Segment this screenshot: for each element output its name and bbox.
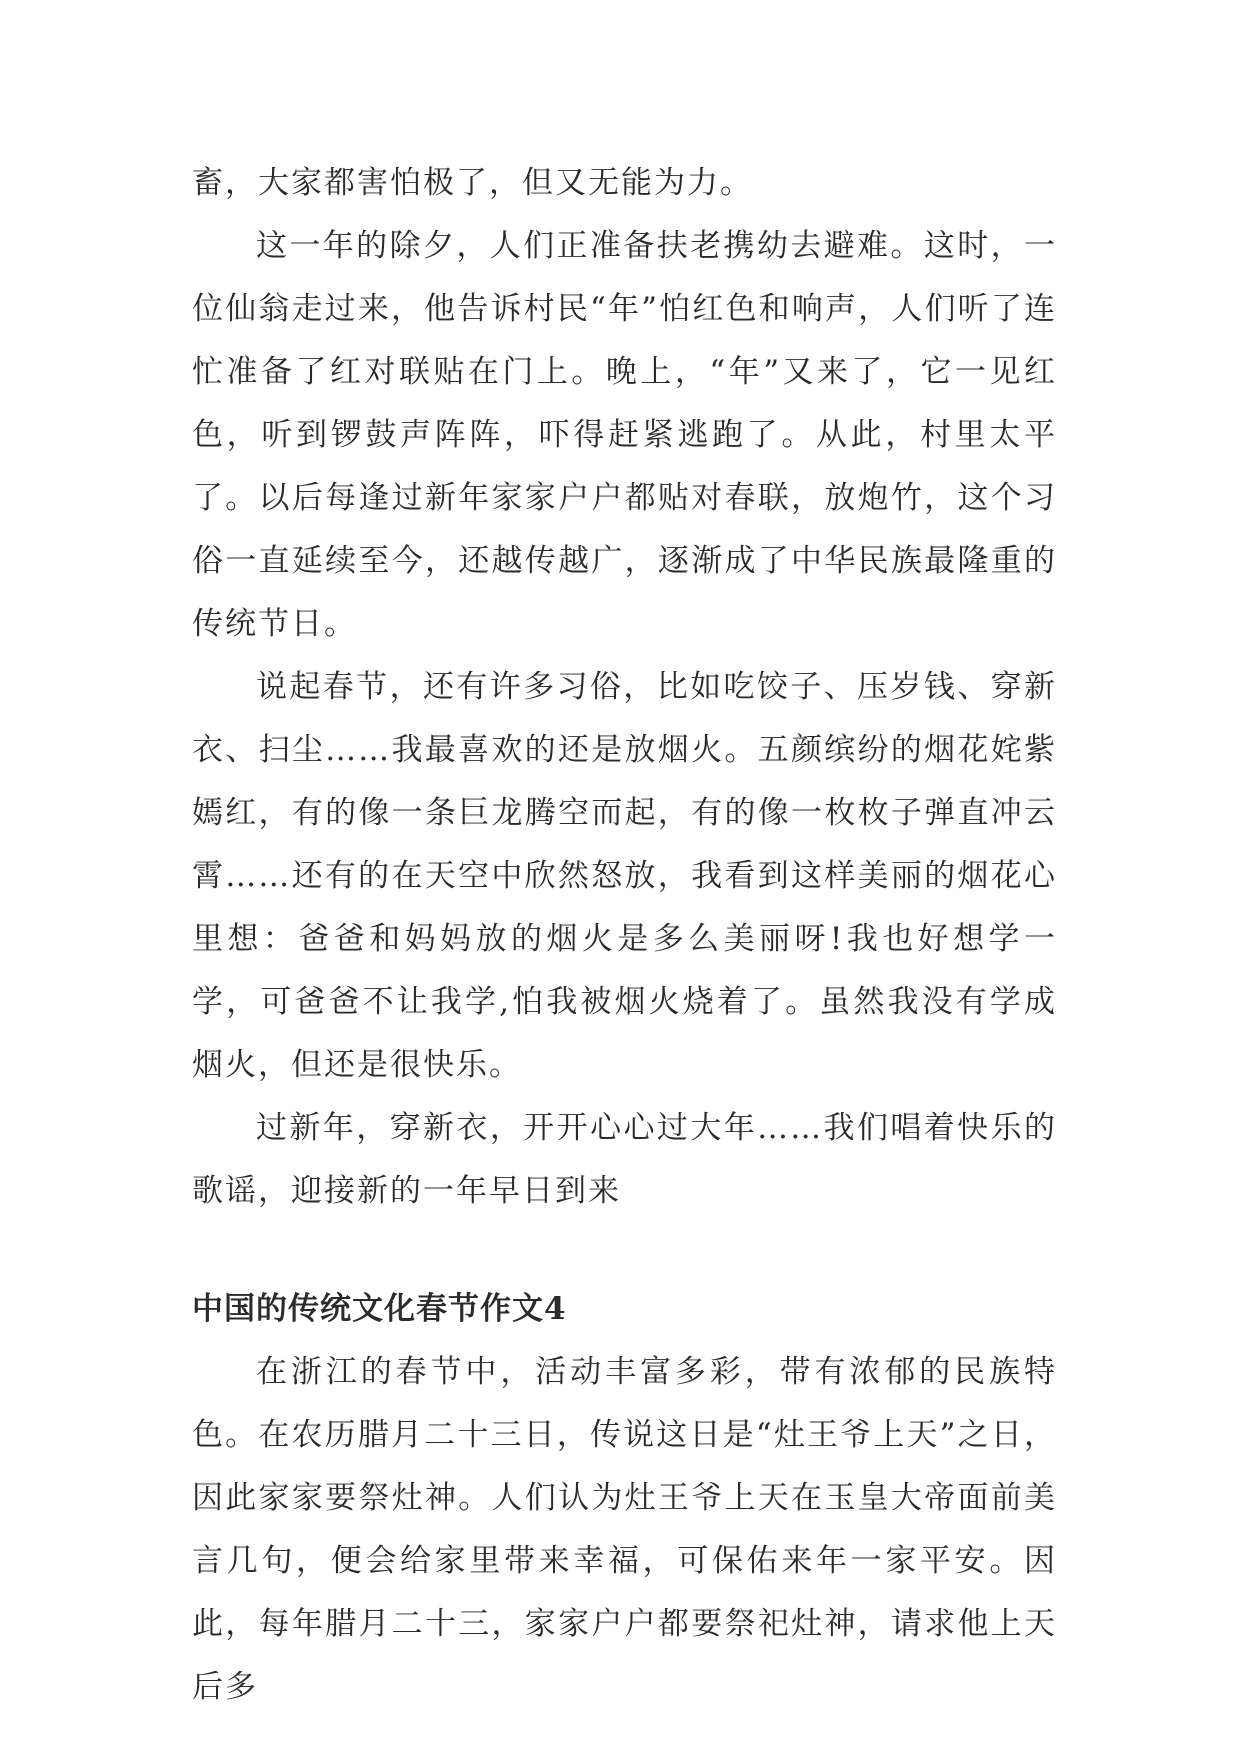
paragraph-3: 说起春节，还有许多习俗，比如吃饺子、压岁钱、穿新衣、扫尘……我最喜欢的还是放烟火。五颜缤纷的烟花姹紫嫣红，有的像一条巨龙腾空而起，有的像一枚枚子弹直冲云霄……还有的在天空中欣然怒放，我看到这样美丽的烟花心里想：爸爸和妈妈放的烟火是多么美丽呀!我也好想学一学，可爸爸不让我学,怕我被烟火烧着了。虽然我没有学成烟火，但还是很快乐。 xyxy=(192,669,1057,1083)
paragraph-5: 在浙江的春节中，活动丰富多彩，带有浓郁的民族特色。在农历腊月二十三日，传说这日是“灶王爷上天”之日，因此家家要祭灶神。人们认为灶王爷上天在玉皇大帝面前美言几句，便会给家里带来幸福，可保佑来年一家平安。因此，每年腊月二十三，家家户户都要祭祀灶神，请求他上天后多 xyxy=(192,1354,1057,1705)
paragraph-2: 这一年的除夕，人们正准备扶老携幼去避难。这时，一位仙翁走过来，他告诉村民“年”怕红色和响声，人们听了连忙准备了红对联贴在门上。晚上，“年”又来了，它一见红色，听到锣鼓声阵阵，吓得赶紧逃跑了。从此，村里太平了。以后每逢过新年家家户户都贴对春联，放炮竹，这个习俗一直延续至今，还越传越广，逐渐成了中华民族最隆重的传统节日。 xyxy=(192,228,1057,642)
paragraph-4: 过新年，穿新衣，开开心心过大年……我们唱着快乐的歌谣，迎接新的一年早日到来 xyxy=(192,1110,1057,1209)
section-title: 中国的传统文化春节作文4 xyxy=(192,1291,567,1327)
document-body xyxy=(192,152,1057,1719)
paragraph-1: 畜，大家都害怕极了，但又无能为力。 xyxy=(192,165,753,201)
